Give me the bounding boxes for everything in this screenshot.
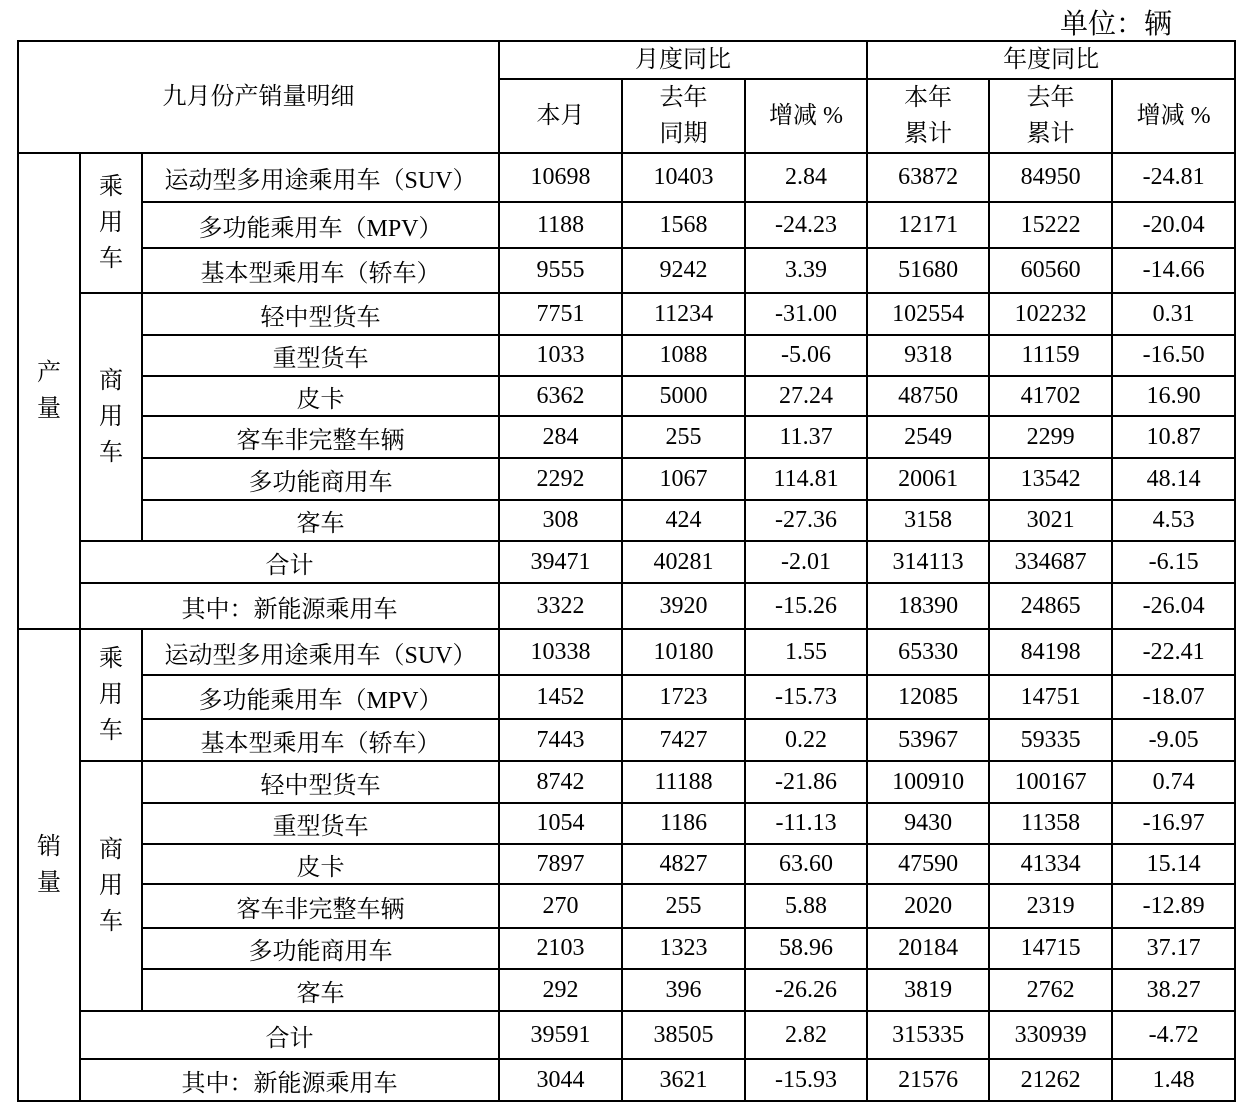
row-label: 轻中型货车 [142,293,499,335]
row-label: 多功能商用车 [142,458,499,500]
category-label [80,761,142,1011]
row-label: 基本型乘用车（轿车） [142,719,499,761]
row-value-5: 11159 [989,335,1112,376]
row-value-1: 1188 [499,202,622,248]
row-value-1: 7897 [499,844,622,884]
nev-value-4: 18390 [867,583,989,629]
total-value-2: 38505 [622,1011,745,1059]
row-value-5: 41702 [989,376,1112,416]
total-value-4: 315335 [867,1011,989,1059]
row-value-2: 10180 [622,629,745,675]
column-header-4 [867,79,989,153]
row-value-5: 2319 [989,884,1112,928]
row-value-5: 14715 [989,928,1112,969]
table-row [18,884,1235,928]
column-header-line: 本年 [904,85,953,111]
row-value-6: 10.87 [1112,416,1235,458]
nev-value-1: 3322 [499,583,622,629]
table-row [18,293,1235,335]
row-value-3: -5.06 [745,335,867,376]
row-label: 多功能商用车 [142,928,499,969]
nev-value-3: -15.26 [745,583,867,629]
row-value-1: 10338 [499,629,622,675]
total-value-3: -2.01 [745,541,867,583]
nev-row [18,583,1235,629]
row-value-3: 0.22 [745,719,867,761]
table-row [18,248,1235,293]
row-value-2: 424 [622,500,745,541]
table-row [18,500,1235,541]
nev-value-5: 24865 [989,583,1112,629]
row-value-3: 63.60 [745,844,867,884]
row-value-4: 2020 [867,884,989,928]
category-label-text: 商用车 [98,837,123,935]
column-header-line: 去年 [1026,85,1075,111]
table-row [18,844,1235,884]
row-value-3: -26.26 [745,969,867,1011]
total-label: 合计 [80,541,499,583]
row-value-3: -24.23 [745,202,867,248]
column-header-line: 增减 % [769,103,844,129]
table-row [18,376,1235,416]
section-label-text: 销量 [36,834,61,896]
row-value-5: 41334 [989,844,1112,884]
row-value-5: 14751 [989,675,1112,719]
nev-value-2: 3920 [622,583,745,629]
nev-value-4: 21576 [867,1059,989,1101]
row-value-3: 1.55 [745,629,867,675]
table-row [18,761,1235,803]
row-value-4: 53967 [867,719,989,761]
row-value-4: 48750 [867,376,989,416]
row-value-6: 0.31 [1112,293,1235,335]
table-row [18,335,1235,376]
row-value-2: 1323 [622,928,745,969]
row-value-5: 60560 [989,248,1112,293]
row-value-4: 12171 [867,202,989,248]
section-label [18,153,80,629]
total-value-2: 40281 [622,541,745,583]
section-label-text: 产量 [36,360,61,422]
table-row [18,629,1235,675]
table-row [18,416,1235,458]
column-header-2 [622,79,745,153]
column-header-6 [1112,79,1235,153]
total-value-6: -6.15 [1112,541,1235,583]
unit-label: 单位：辆 [1060,7,1173,40]
row-value-1: 2103 [499,928,622,969]
row-value-2: 255 [622,416,745,458]
column-header-line: 同期 [659,121,708,147]
column-header-5 [989,79,1112,153]
table-row [18,675,1235,719]
nev-value-2: 3621 [622,1059,745,1101]
row-label: 客车非完整车辆 [142,416,499,458]
row-value-3: 2.84 [745,153,867,202]
row-value-3: -27.36 [745,500,867,541]
total-value-1: 39471 [499,541,622,583]
row-value-5: 11358 [989,803,1112,844]
category-label [80,293,142,541]
row-value-5: 84950 [989,153,1112,202]
row-label: 客车 [142,969,499,1011]
row-value-4: 65330 [867,629,989,675]
row-value-4: 9318 [867,335,989,376]
row-value-2: 1067 [622,458,745,500]
row-value-4: 100910 [867,761,989,803]
column-header-3 [745,79,867,153]
row-value-5: 2762 [989,969,1112,1011]
column-header-line: 增减 % [1136,103,1211,129]
row-label: 皮卡 [142,376,499,416]
row-value-1: 292 [499,969,622,1011]
table-row [18,803,1235,844]
category-label-text: 乘用车 [98,174,123,272]
row-value-2: 11234 [622,293,745,335]
row-value-5: 100167 [989,761,1112,803]
row-value-6: -12.89 [1112,884,1235,928]
row-label: 客车非完整车辆 [142,884,499,928]
column-header-1 [499,79,622,153]
nev-value-3: -15.93 [745,1059,867,1101]
production-sales-table [17,40,1236,1102]
group-header-monthly: 月度同比 [499,41,867,79]
row-value-5: 13542 [989,458,1112,500]
row-value-5: 59335 [989,719,1112,761]
row-value-4: 51680 [867,248,989,293]
row-value-6: -16.50 [1112,335,1235,376]
row-value-3: -31.00 [745,293,867,335]
row-value-6: -20.04 [1112,202,1235,248]
total-value-5: 334687 [989,541,1112,583]
column-header-line: 累计 [1026,121,1075,147]
row-label: 多功能乘用车（MPV） [142,202,499,248]
row-value-1: 270 [499,884,622,928]
category-label [80,629,142,761]
total-value-1: 39591 [499,1011,622,1059]
row-value-6: 16.90 [1112,376,1235,416]
total-value-3: 2.82 [745,1011,867,1059]
column-header-line: 去年 [659,85,708,111]
row-value-2: 11188 [622,761,745,803]
row-value-2: 10403 [622,153,745,202]
row-value-3: 3.39 [745,248,867,293]
row-value-6: 0.74 [1112,761,1235,803]
row-value-4: 20061 [867,458,989,500]
table-row [18,458,1235,500]
row-value-4: 63872 [867,153,989,202]
row-value-6: 4.53 [1112,500,1235,541]
row-value-4: 2549 [867,416,989,458]
row-value-4: 47590 [867,844,989,884]
table-row [18,928,1235,969]
category-label-text: 商用车 [98,368,123,466]
row-label: 多功能乘用车（MPV） [142,675,499,719]
row-value-1: 284 [499,416,622,458]
total-value-4: 314113 [867,541,989,583]
row-label: 重型货车 [142,803,499,844]
row-value-3: 114.81 [745,458,867,500]
row-label: 运动型多用途乘用车（SUV） [142,629,499,675]
row-value-6: -9.05 [1112,719,1235,761]
row-value-6: 37.17 [1112,928,1235,969]
row-value-3: -21.86 [745,761,867,803]
row-value-1: 1054 [499,803,622,844]
row-value-2: 9242 [622,248,745,293]
total-row [18,1011,1235,1059]
nev-value-6: 1.48 [1112,1059,1235,1101]
row-value-3: 11.37 [745,416,867,458]
row-value-4: 9430 [867,803,989,844]
row-value-6: -18.07 [1112,675,1235,719]
total-label: 合计 [80,1011,499,1059]
row-value-6: -24.81 [1112,153,1235,202]
row-value-2: 396 [622,969,745,1011]
row-value-4: 20184 [867,928,989,969]
table-row [18,202,1235,248]
row-value-1: 308 [499,500,622,541]
nev-value-5: 21262 [989,1059,1112,1101]
nev-label: 其中：新能源乘用车 [80,583,499,629]
row-label: 皮卡 [142,844,499,884]
row-value-3: 5.88 [745,884,867,928]
row-value-5: 3021 [989,500,1112,541]
row-value-1: 2292 [499,458,622,500]
category-label-text: 乘用车 [98,646,123,744]
row-value-5: 84198 [989,629,1112,675]
row-value-3: 27.24 [745,376,867,416]
table-body [18,41,1235,1101]
section-label [18,629,80,1101]
row-value-6: 48.14 [1112,458,1235,500]
row-value-2: 255 [622,884,745,928]
row-value-4: 3819 [867,969,989,1011]
row-label: 基本型乘用车（轿车） [142,248,499,293]
row-label: 轻中型货车 [142,761,499,803]
row-value-6: 38.27 [1112,969,1235,1011]
table-row [18,719,1235,761]
row-label: 客车 [142,500,499,541]
row-value-2: 1568 [622,202,745,248]
row-value-4: 3158 [867,500,989,541]
header-row-1 [18,41,1235,79]
nev-label: 其中：新能源乘用车 [80,1059,499,1101]
row-value-5: 15222 [989,202,1112,248]
row-value-2: 1723 [622,675,745,719]
nev-value-6: -26.04 [1112,583,1235,629]
row-value-6: -14.66 [1112,248,1235,293]
row-value-6: -16.97 [1112,803,1235,844]
row-value-4: 12085 [867,675,989,719]
row-value-1: 6362 [499,376,622,416]
row-value-3: 58.96 [745,928,867,969]
nev-value-1: 3044 [499,1059,622,1101]
row-value-2: 7427 [622,719,745,761]
row-value-2: 4827 [622,844,745,884]
row-label: 重型货车 [142,335,499,376]
total-value-6: -4.72 [1112,1011,1235,1059]
nev-row [18,1059,1235,1101]
row-value-5: 102232 [989,293,1112,335]
category-label [80,153,142,293]
total-row [18,541,1235,583]
row-value-3: -15.73 [745,675,867,719]
row-value-4: 102554 [867,293,989,335]
column-header-line: 累计 [904,121,953,147]
row-value-1: 7443 [499,719,622,761]
table-title: 九月份产销量明细 [18,41,499,153]
row-value-1: 7751 [499,293,622,335]
row-value-6: 15.14 [1112,844,1235,884]
row-value-1: 10698 [499,153,622,202]
row-value-1: 1452 [499,675,622,719]
row-value-2: 1186 [622,803,745,844]
row-value-1: 8742 [499,761,622,803]
group-header-yearly: 年度同比 [867,41,1235,79]
total-value-5: 330939 [989,1011,1112,1059]
row-label: 运动型多用途乘用车（SUV） [142,153,499,202]
table-row [18,153,1235,202]
row-value-2: 1088 [622,335,745,376]
row-value-2: 5000 [622,376,745,416]
row-value-1: 1033 [499,335,622,376]
row-value-1: 9555 [499,248,622,293]
row-value-5: 2299 [989,416,1112,458]
table-row [18,969,1235,1011]
row-value-3: -11.13 [745,803,867,844]
row-value-6: -22.41 [1112,629,1235,675]
column-header-line: 本月 [536,103,585,129]
